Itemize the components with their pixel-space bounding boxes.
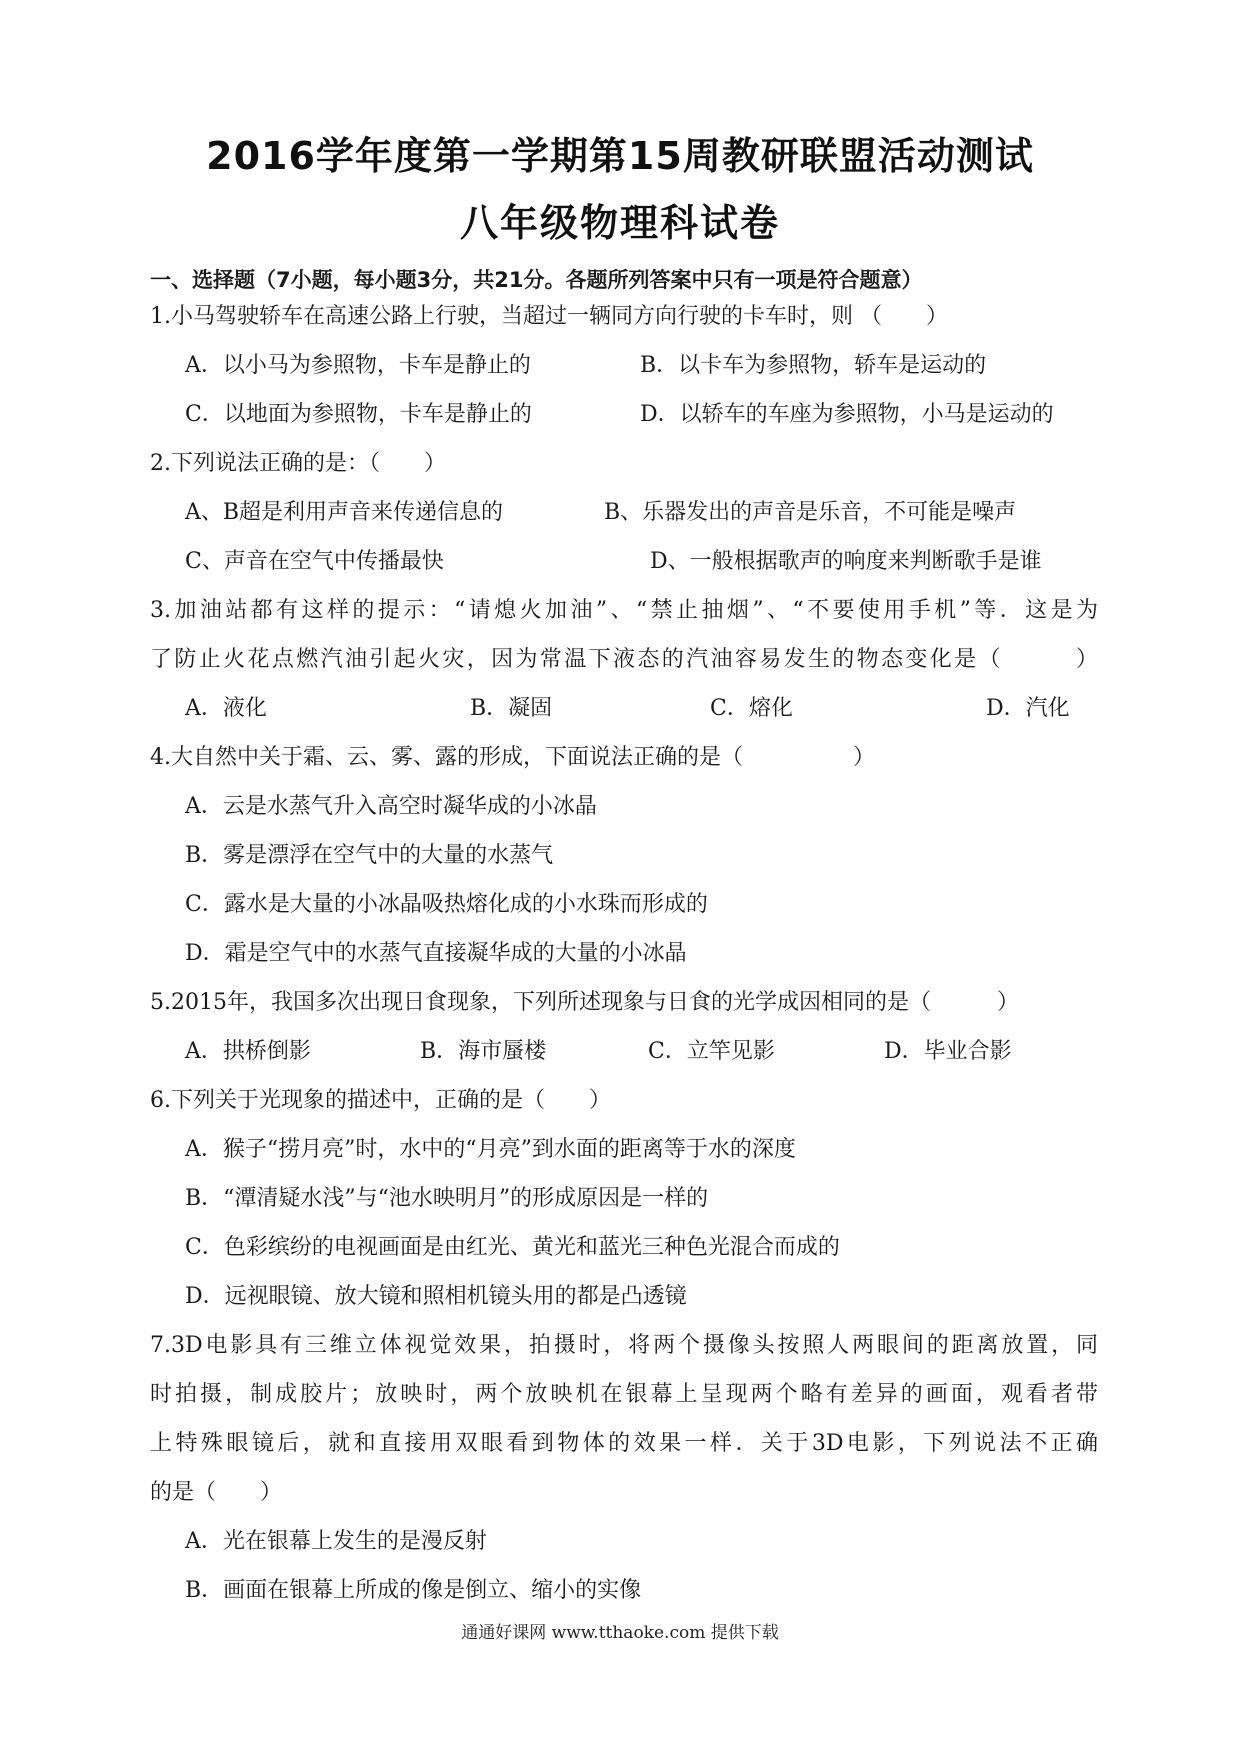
question-6-option-a: A．猴子“捞月亮”时，水中的“月亮”到水面的距离等于水的深度 bbox=[185, 1137, 796, 1162]
question-3-stem-line2: 了防止火花点燃汽油引起火灾，因为常温下液态的汽油容易发生的物态变化是（ ） bbox=[150, 647, 1098, 672]
question-1-option-a: A．以小马为参照物，卡车是静止的 bbox=[185, 353, 531, 378]
section-heading-choice: 一、选择题（7小题，每小题3分，共21分。各题所列答案中只有一项是符合题意） bbox=[150, 268, 923, 292]
question-3-option-c: C．熔化 bbox=[710, 696, 793, 721]
question-5-option-a: A．拱桥倒影 bbox=[185, 1039, 311, 1064]
question-5-option-d: D．毕业合影 bbox=[884, 1039, 1012, 1064]
question-7-option-a: A．光在银幕上发生的是漫反射 bbox=[185, 1529, 487, 1554]
question-1-option-b: B．以卡车为参照物，轿车是运动的 bbox=[640, 353, 987, 378]
question-1-option-d: D．以轿车的车座为参照物，小马是运动的 bbox=[640, 402, 1054, 427]
question-6-stem: 6.下列关于光现象的描述中，正确的是（ ） bbox=[150, 1088, 611, 1113]
page-footer: 通通好课网 www.tthaoke.com 提供下载 bbox=[461, 1623, 779, 1643]
question-4-option-c: C．露水是大量的小冰晶吸热熔化成的小水珠而形成的 bbox=[185, 892, 708, 917]
question-2-option-d: D、一般根据歌声的响度来判断歌手是谁 bbox=[650, 549, 1042, 574]
question-7-stem-line1: 7.3D电影具有三维立体视觉效果，拍摄时，将两个摄像头按照人两眼间的距离放置，同 bbox=[150, 1333, 1098, 1358]
question-3-option-b: B．凝固 bbox=[470, 696, 553, 721]
question-3-stem-line1: 3.加油站都有这样的提示：“请熄火加油”、“禁止抽烟”、“不要使用手机”等．这是为 bbox=[150, 598, 1098, 623]
question-7-stem-line4: 的是（ ） bbox=[150, 1480, 283, 1505]
question-4-stem: 4.大自然中关于霜、云、雾、露的形成，下面说法正确的是（ ） bbox=[150, 745, 875, 770]
question-5-option-c: C．立竿见影 bbox=[648, 1039, 775, 1064]
question-2-option-b: B、乐器发出的声音是乐音，不可能是噪声 bbox=[604, 500, 1017, 525]
question-2-stem: 2.下列说法正确的是：（ ） bbox=[150, 451, 446, 476]
question-4-option-d: D．霜是空气中的水蒸气直接凝华成的大量的小冰晶 bbox=[185, 941, 687, 966]
exam-subtitle: 八年级物理科试卷 bbox=[459, 201, 780, 245]
question-1-option-c: C．以地面为参照物，卡车是静止的 bbox=[185, 402, 532, 427]
exam-title: 2016学年度第一学期第15周教研联盟活动测试 bbox=[206, 134, 1034, 178]
question-5-option-b: B．海市蜃楼 bbox=[420, 1039, 547, 1064]
question-2-option-c: C、声音在空气中传播最快 bbox=[185, 549, 444, 574]
question-2-option-a: A、B超是利用声音来传递信息的 bbox=[185, 500, 504, 525]
question-3-option-d: D．汽化 bbox=[986, 696, 1070, 721]
question-4-option-b: B．雾是漂浮在空气中的大量的水蒸气 bbox=[185, 843, 554, 868]
question-7-stem-line3: 上特殊眼镜后，就和直接用双眼看到物体的效果一样．关于3D电影，下列说法不正确 bbox=[150, 1431, 1098, 1456]
question-3-option-a: A．液化 bbox=[185, 696, 267, 721]
question-7-stem-line2: 时拍摄，制成胶片；放映时，两个放映机在银幕上呈现两个略有差异的画面，观看者带 bbox=[150, 1382, 1098, 1407]
question-1-stem: 1.小马驾驶轿车在高速公路上行驶，当超过一辆同方向行驶的卡车时，则 （ ） bbox=[150, 304, 948, 329]
question-6-option-c: C．色彩缤纷的电视画面是由红光、黄光和蓝光三种色光混合而成的 bbox=[185, 1235, 840, 1260]
question-6-option-d: D．远视眼镜、放大镜和照相机镜头用的都是凸透镜 bbox=[185, 1284, 687, 1309]
question-7-option-b: B．画面在银幕上所成的像是倒立、缩小的实像 bbox=[185, 1578, 642, 1603]
question-4-option-a: A．云是水蒸气升入高空时凝华成的小冰晶 bbox=[185, 794, 597, 819]
question-6-option-b: B．“潭清疑水浅”与“池水映明月”的形成原因是一样的 bbox=[185, 1186, 709, 1211]
question-5-stem: 5.2015年，我国多次出现日食现象，下列所述现象与日食的光学成因相同的是（ ） bbox=[150, 990, 1019, 1015]
